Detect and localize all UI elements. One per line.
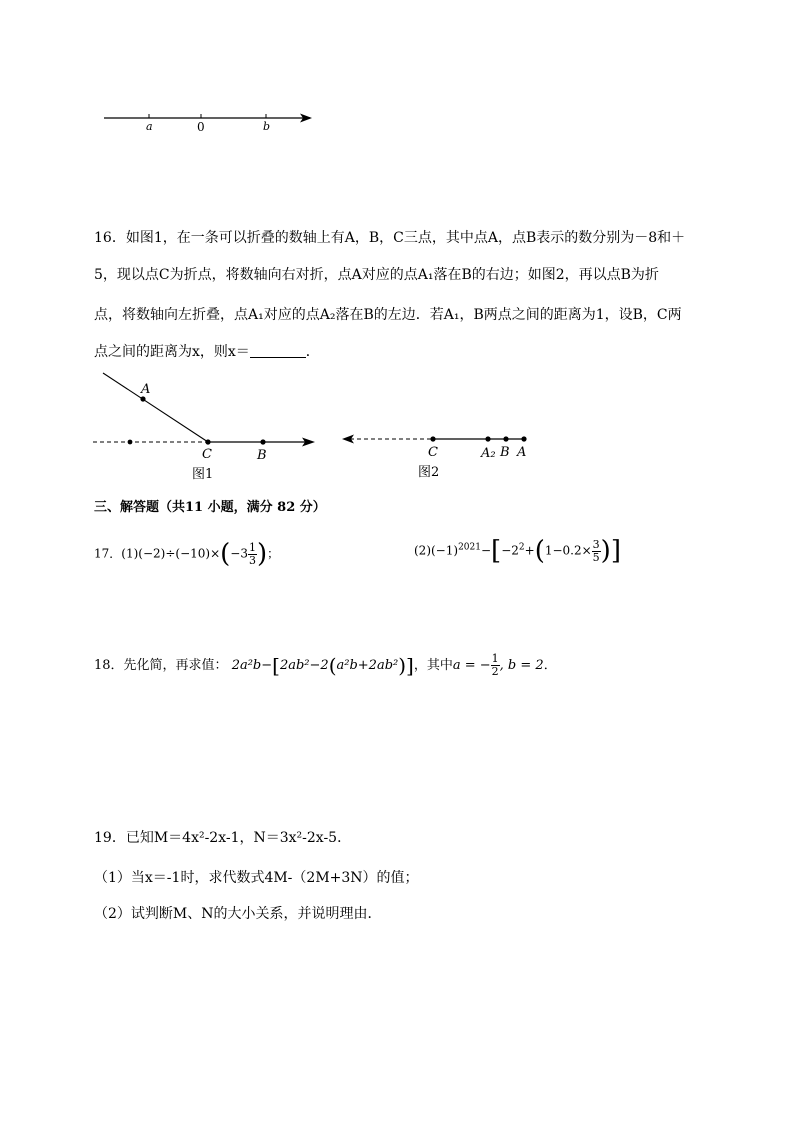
q17-neg1: (−1) xyxy=(431,543,459,558)
point-left xyxy=(128,440,133,445)
label-b: b xyxy=(263,120,271,133)
q17-part-1: 17．(1)(−2)÷(−10)×(−3 $\frac{1}{3}$ )； xyxy=(94,539,280,569)
q16-end: ． xyxy=(305,344,320,360)
fig2-label-B: B xyxy=(500,445,510,460)
q17-exp-2021: 2021 xyxy=(458,542,481,553)
fig1-label-C: C xyxy=(202,447,212,462)
q17-part-2: $(2)(-1)^{2021}-[-2^2+(1-0.2\times$ $\frac{3}{5}$ )] xyxy=(414,536,621,566)
q17-part1-label: (1) xyxy=(121,546,139,561)
section-3-title: 三、解答题（共11 小题，满分 82 分） xyxy=(94,500,326,515)
q16-line-4 xyxy=(94,341,320,361)
q19-number: 19． xyxy=(94,830,126,846)
fig2-label-A: A xyxy=(517,445,527,460)
q18-lead: 先化简，再求值： xyxy=(123,658,228,673)
q19-part-2: （2）试判断M、N的大小关系，并说明理由． xyxy=(94,906,382,922)
q19-part-1: （1）当x＝-1时，求代数式4M-（2M+3N）的值； xyxy=(94,870,419,886)
q16-line-2: 5，现以点C为折点，将数轴向右对折，点A对应的点A₁落在B的右边；如图2，再以点B为折 xyxy=(94,267,659,283)
figure-1 xyxy=(90,368,330,483)
point-A2 xyxy=(485,436,490,441)
q16-number: 16． xyxy=(94,230,126,246)
point-B xyxy=(260,439,265,444)
label-a: a xyxy=(146,120,153,133)
number-line-top xyxy=(100,108,320,138)
q16-text-4: 点之间的距离为x，则x＝ xyxy=(94,344,250,360)
q17-neg3: −3 xyxy=(230,546,248,561)
q19-given-text: 已知M＝4x²-2x-1，N＝3x²-2x-5． xyxy=(125,830,352,846)
q17-part1-expr: (−2)÷(−10)× xyxy=(138,546,221,561)
q18-line: 18．先化简，再求值： 2a²b−[2ab²−2(a²b+2ab²)]，其中a = − $\frac{1}{2}$ , b = 2． xyxy=(94,652,557,678)
fig1-label-B: B xyxy=(257,448,267,463)
q16-line-3: 点，将数轴向左折叠，点A₁对应的点A₂落在B的左边．若A₁，B两点之间的距离为1，设B，C两 xyxy=(94,307,682,323)
point-B2 xyxy=(503,436,508,441)
answer-blank[interactable] xyxy=(250,343,306,358)
point-C2 xyxy=(430,436,435,441)
fig1-caption: 图1 xyxy=(192,467,214,482)
q17-fraction-1-3: $\frac{1}{3}$ xyxy=(249,540,256,567)
point-A xyxy=(140,396,145,401)
q16-text-1: 如图1，在一条可以折叠的数轴上有A，B，C三点，其中点A，点B表示的数分别为－8和＋ xyxy=(125,230,686,246)
q17-part2-label: (2) xyxy=(414,543,431,558)
q19-given xyxy=(94,827,351,847)
fig1-label-A: A xyxy=(141,382,151,397)
q17-fraction-3-5: $\frac{3}{5}$ xyxy=(592,537,600,564)
point-A-fig2 xyxy=(521,436,526,441)
figure-2 xyxy=(338,425,538,485)
q18-fraction-1-2: $\frac{1}{2}$ xyxy=(491,652,499,678)
fig2-label-A2: A₂ xyxy=(481,446,496,461)
point-C xyxy=(205,439,210,444)
q16-line-1 xyxy=(94,227,685,247)
q18-number: 18． xyxy=(94,658,124,673)
q17-number: 17． xyxy=(94,546,122,561)
fig2-caption: 图2 xyxy=(418,465,440,480)
fig2-label-C: C xyxy=(428,445,438,460)
label-0: 0 xyxy=(197,120,205,134)
